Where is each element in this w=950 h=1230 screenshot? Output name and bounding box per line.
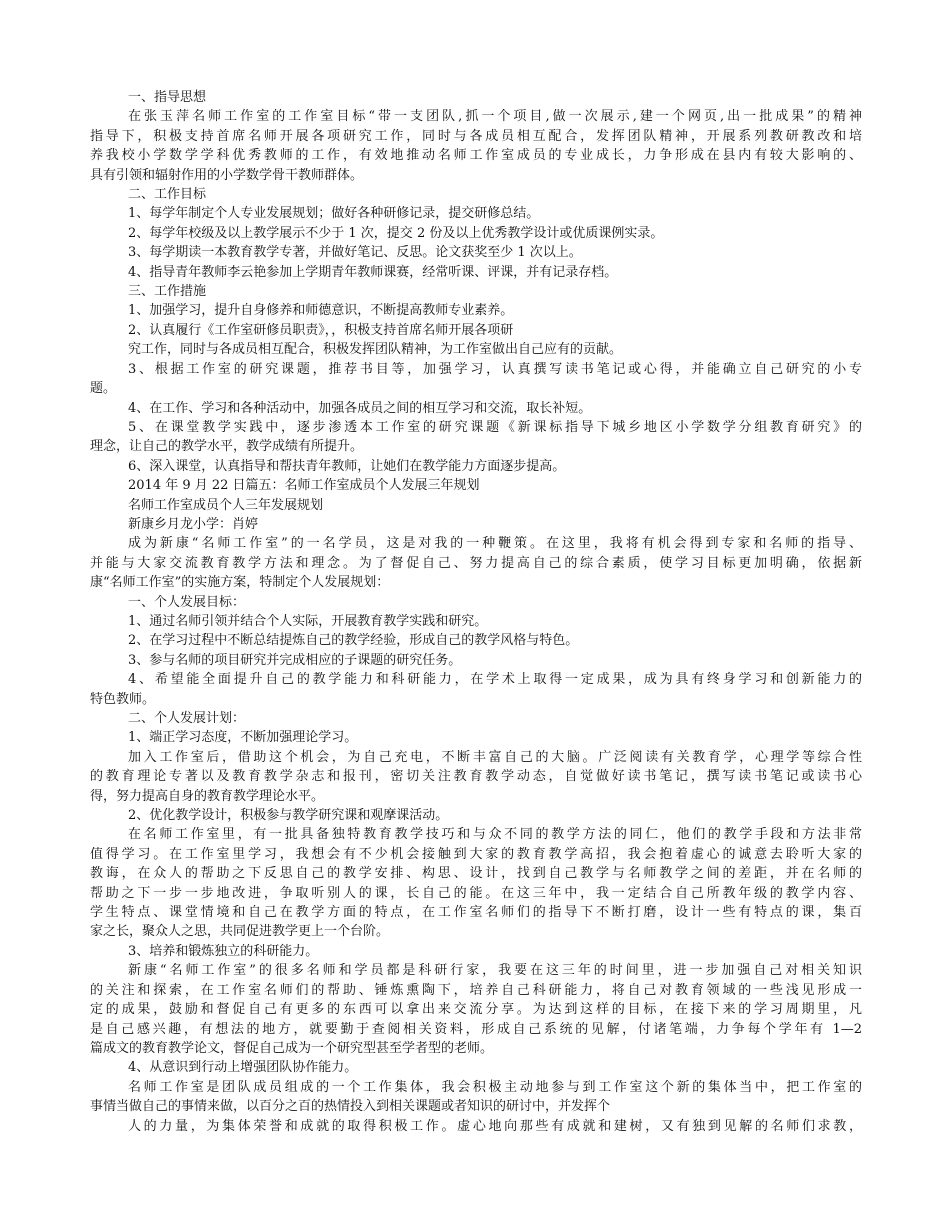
text-line: 家之长，聚众人之思，共同促进教学更上一个台阶。 <box>90 924 390 940</box>
text-line: 二、个人发展计划： <box>128 711 246 726</box>
text-line: 4、在工作、学习和各种活动中，加强各成员之间的相互学习和交流，取长补短。 <box>128 400 592 416</box>
text-line: 1、通过名师引领并结合个人实际，开展教育教学实践和研究。 <box>128 613 488 629</box>
text-line: 新康乡月龙小学：肖婷 <box>128 516 259 532</box>
text-line: 在张玉萍名师工作室的工作室目标“带一支团队,抓一个项目,做一次展示,建一个网页,出一批成果”的精神 <box>128 109 862 125</box>
text-line: 4、希望能全面提升自己的教学能力和科研能力，在学术上取得一定成果，成为具有终身学习和创新能力的 <box>128 672 862 688</box>
text-line: 3、根据工作室的研究课题，推荐书目等，加强学习，认真撰写读书笔记或心得，并能确立自己研究的小专 <box>128 361 862 377</box>
text-line: 3、参与名师的项目研究并完成相应的子课题的研究任务。 <box>128 652 462 668</box>
text-line: 2014 年 9 月 22 日篇五：名师工作室成员个人发展三年规划 <box>128 478 480 494</box>
text-line: 成为新康“名师工作室”的一名学员，这是对我的一种鞭策。在这里，我将有机会得到专家和名师的指导、 <box>128 536 862 552</box>
text-line: 4、指导青年教师李云艳参加上学期青年教师课赛，经常听课、评课，并有记录存档。 <box>128 264 618 280</box>
text-line: 新康“名师工作室”的很多名师和学员都是科研行家，我要在这三年的时间里，进一步加强自己对相关知识 <box>128 963 862 979</box>
text-line: 值得学习。在工作室里学习，我想会有不少机会接触到大家的教育教学高招，我会抱着虚心的诚意去聆听大家的 <box>90 846 862 862</box>
text-line: 加入工作室后，借助这个机会，为自己充电，不断丰富自己的大脑。广泛阅读有关教育学，心理学等综合性 <box>128 749 862 765</box>
text-line: 理念，让自己的教学水平，教学成绩有所提升。 <box>90 439 364 455</box>
text-line: 6、深入课堂，认真指导和帮扶青年教师，让她们在教学能力方面逐步提高。 <box>128 458 566 474</box>
text-line: 2、优化教学设计，积极参与教学研究课和观摩课活动。 <box>128 808 449 824</box>
text-line: 具有引领和辐射作用的小学数学骨干教师群体。 <box>90 167 364 183</box>
text-line: 3、培养和锻炼独立的科研能力。 <box>128 943 319 959</box>
text-line: 的关注和探索，在工作室名师们的帮助、锤炼熏陶下，培养自己科研能力，将自己对教育领域的一些浅见形成一 <box>90 982 862 998</box>
text-line: 在名师工作室里，有一批具备独特教育教学技巧和与众不同的教学方法的同仁，他们的教学手段和方法非常 <box>128 827 862 843</box>
text-line: 2、在学习过程中不断总结提炼自己的教学经验，形成自己的教学风格与特色。 <box>128 633 579 649</box>
text-line: 指导下，积极支持首席名师开展各项研究工作，同时与各成员相互配合，发挥团队精神，开展系列教研教改和培 <box>90 128 862 144</box>
text-line: 2、每学年校级及以上教学展示不少于 1 次，提交 2 份及以上优秀教学设计或优质课例实录。 <box>128 225 664 241</box>
text-line: 一、指导思想 <box>128 90 207 105</box>
text-line: 1、每学年制定个人专业发展规划；做好各种研修记录，提交研修总结。 <box>128 206 540 222</box>
text-line: 定的成果，鼓励和督促自己有更多的东西可以拿出来交流分享。为达到这样的目标，在接下来的学习周期里，凡 <box>90 1002 862 1018</box>
text-line: 教诲，在众人的帮助之下反思自己的教学安排、构思、设计，找到自己教学与名师教学之间的差距，并在名师的 <box>90 866 862 882</box>
text-line: 三、工作措施 <box>128 284 207 300</box>
text-line: 帮助之下一步一步地改进，争取听别人的课，长自己的能。在这三年中，我一定结合自己所教年级的教学内容、 <box>90 885 862 901</box>
text-line: 2、认真履行《工作室研修员职责》，，积极支持首席名师开展各项研 <box>128 322 514 338</box>
text-line: 特色教师。 <box>90 691 156 707</box>
text-line: 康“名师工作室”的实施方案，特制定个人发展规划： <box>90 575 390 591</box>
text-line: 二、工作目标 <box>128 187 207 203</box>
text-line: 是自己感兴趣，有想法的地方，就要勤于查阅相关资料，形成自己系统的见解，付诸笔端，力争每个学年有 1—2 <box>90 1021 862 1037</box>
text-line: 5、在课堂教学实践中，逐步渗透本工作室的研究课题《新课标指导下城乡地区小学数学分组教育研究》的 <box>128 419 862 435</box>
text-line: 名师工作室成员个人三年发展规划 <box>128 497 324 513</box>
text-line: 得，努力提高自身的教育教学理论水平。 <box>90 788 325 804</box>
text-line: 的教育理论专著以及教育教学杂志和报刊，密切关注教育教学动态，自觉做好读书笔记，撰写读书笔记或读书心 <box>90 769 862 785</box>
text-line: 事情当做自己的事情来做，以百分之百的热情投入到相关课题或者知识的研讨中，并发挥个 <box>90 1099 611 1115</box>
text-line: 题。 <box>90 381 117 397</box>
text-line: 并能与大家交流教育教学方法和理念。为了督促自己、努力提高自己的综合素质，使学习目标更加明确，依据新 <box>90 555 862 571</box>
text-line: 究工作，同时与各成员相互配合，积极发挥团队精神，为工作室做出自己应有的贡献。 <box>128 342 623 358</box>
text-line: 名师工作室是团队成员组成的一个工作集体，我会积极主动地参与到工作室这个新的集体当中，把工作室的 <box>128 1079 862 1095</box>
text-line: 4、从意识到行动上增强团队协作能力。 <box>128 1060 358 1076</box>
text-line: 养我校小学数学学科优秀教师的工作，有效地推动名师工作室成员的专业成长，力争形成在县内有较大影响的、 <box>90 148 862 164</box>
text-line: 一、个人发展目标： <box>128 594 246 610</box>
text-line: 人的力量，为集体荣誉和成就的取得积极工作。虚心地向那些有成就和建树，又有独到见解的名师们求教， <box>128 1118 862 1134</box>
text-line: 篇成文的教育教学论文，督促自己成为一个研究型甚至学者型的老师。 <box>90 1040 494 1056</box>
text-line: 1、加强学习，提升自身修养和师德意识，不断提高教师专业素养。 <box>128 303 514 319</box>
text-line: 1、端正学习态度，不断加强理论学习。 <box>128 730 358 746</box>
text-line: 学生特点、课堂情境和自己在教学方面的特点，在工作室名师们的指导下不断打磨，设计一些有特点的课，集百 <box>90 905 862 921</box>
text-line: 3、每学期读一本教育教学专著，并做好笔记、反思。论文获奖至少 1 次以上。 <box>128 245 582 261</box>
